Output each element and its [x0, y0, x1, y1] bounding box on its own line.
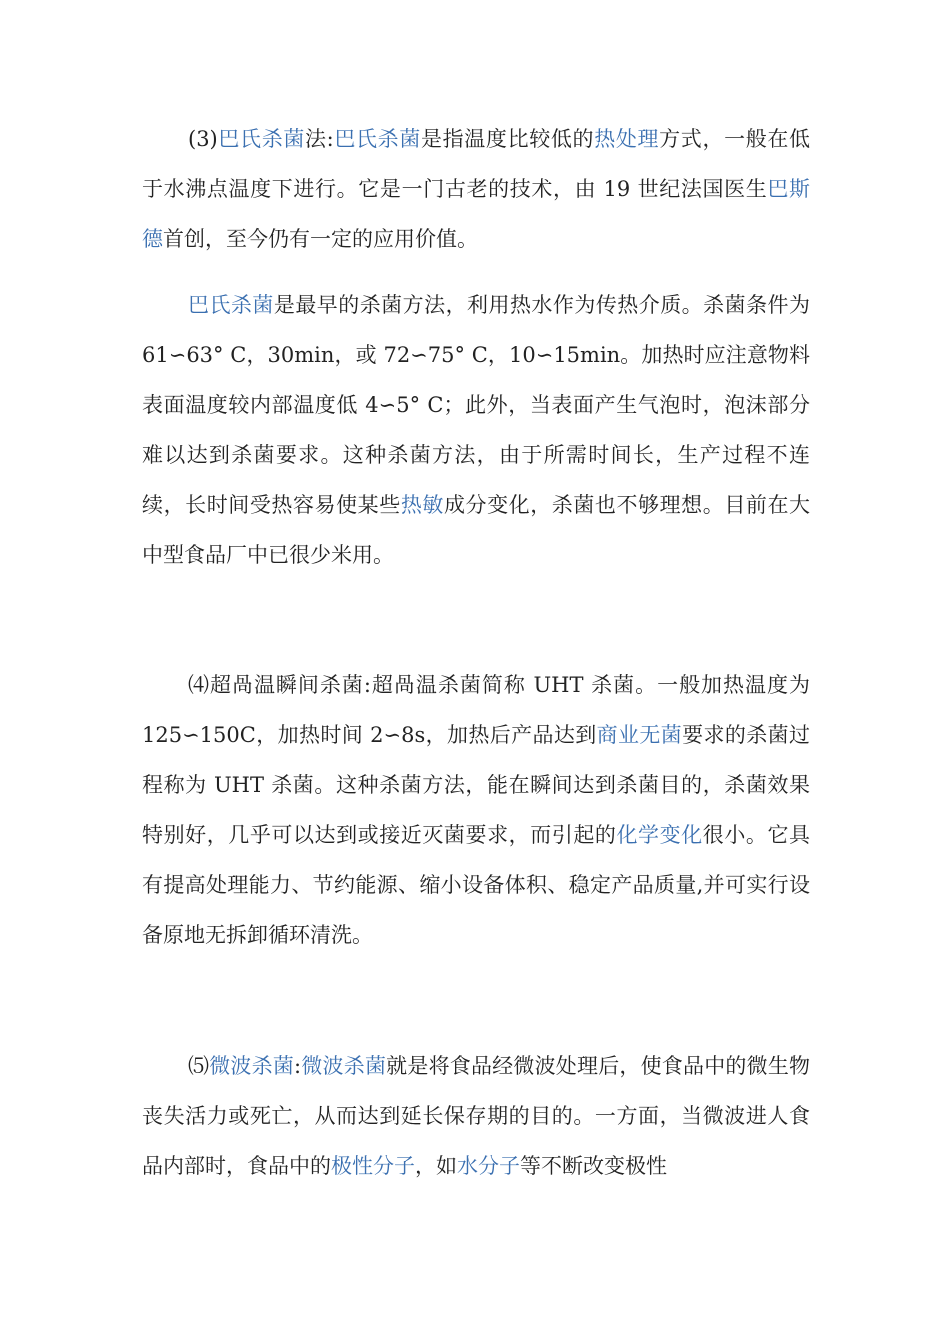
hyperlink-term[interactable]: 热处理 — [594, 127, 660, 151]
text-segment: (3) — [188, 127, 218, 151]
text-segment: 成分变化，杀菌也不够理想。目前在大中型食品厂中已很少米用。 — [142, 493, 811, 567]
hyperlink-term[interactable]: 巴斯德 — [142, 177, 811, 251]
hyperlink-term[interactable]: 化学变化 — [616, 823, 703, 847]
text-segment: 首创，至今仍有一定的应用价值。 — [163, 227, 478, 251]
text-segment: 很小。它具有提高处理能力、节约能源、缩小设备体积、稳定产品质量,并可实行设备原地无拆卸循环清洗。 — [142, 823, 811, 947]
text-segment: 方式，一般在低于水沸点温度下进行。它是一门古老的技术，由 19 世纪法国医生 — [142, 127, 811, 201]
text-segment: 是指温度比较低的 — [420, 127, 595, 151]
hyperlink-term[interactable]: 热敏 — [400, 493, 444, 517]
hyperlink-term[interactable]: 极性分子 — [331, 1154, 415, 1178]
text-segment: 是最早的杀菌方法，利用热水作为传热介质。杀菌条件为 61∽63° C，30min，或 72∽75° C，10∽15min。加热时应注意物料表面温度较内部温度低 4∽5° C；此外，当表面产生气泡时，泡沫部分难以达到杀菌要求。这种杀菌方法，由于所需时间长，生产过程不连续，长时间受热容易使某些 — [142, 293, 810, 517]
hyperlink-term[interactable]: 巴氏杀菌 — [188, 293, 274, 317]
text-segment: ，如 — [415, 1154, 457, 1178]
hyperlink-term[interactable]: 巴氏杀菌 — [333, 127, 421, 151]
text-segment: 法: — [305, 127, 334, 151]
text-segment: 就是将食品经微波处理后，使食品中的微生物丧失活力或死亡，从而达到延长保存期的目的。一方面，当微波进人食品内部时，食品中的 — [142, 1054, 811, 1178]
text-segment: 等不断改变极性 — [520, 1154, 667, 1178]
paragraph-pasteurization-intro — [142, 114, 810, 264]
text-segment: ⑸ — [188, 1054, 210, 1078]
text-segment: 要求的杀菌过程称为 UHT 杀菌。这种杀菌方法，能在瞬间达到杀菌目的，杀菌效果特别好，几乎可以达到或接近灭菌要求，而引起的 — [142, 723, 811, 847]
paragraph-pasteurization-details — [142, 280, 810, 580]
hyperlink-term[interactable]: 水分子 — [457, 1154, 520, 1178]
hyperlink-term[interactable]: 巴氏杀菌 — [217, 127, 305, 151]
paragraph-uht-sterilization — [142, 660, 810, 960]
hyperlink-term[interactable]: 商业无菌 — [596, 723, 683, 747]
paragraph-microwave-sterilization — [142, 1041, 810, 1191]
hyperlink-term[interactable]: 微波杀菌 — [209, 1054, 295, 1078]
hyperlink-term[interactable]: 微波杀菌 — [301, 1054, 387, 1078]
text-segment: : — [294, 1054, 302, 1078]
text-segment: ⑷超咼温瞬间杀菌:超咼温杀菌简称 UHT 杀菌。一般加热温度为 125∽150C，加热时间 2∽8s，加热后产品达到 — [142, 673, 810, 747]
